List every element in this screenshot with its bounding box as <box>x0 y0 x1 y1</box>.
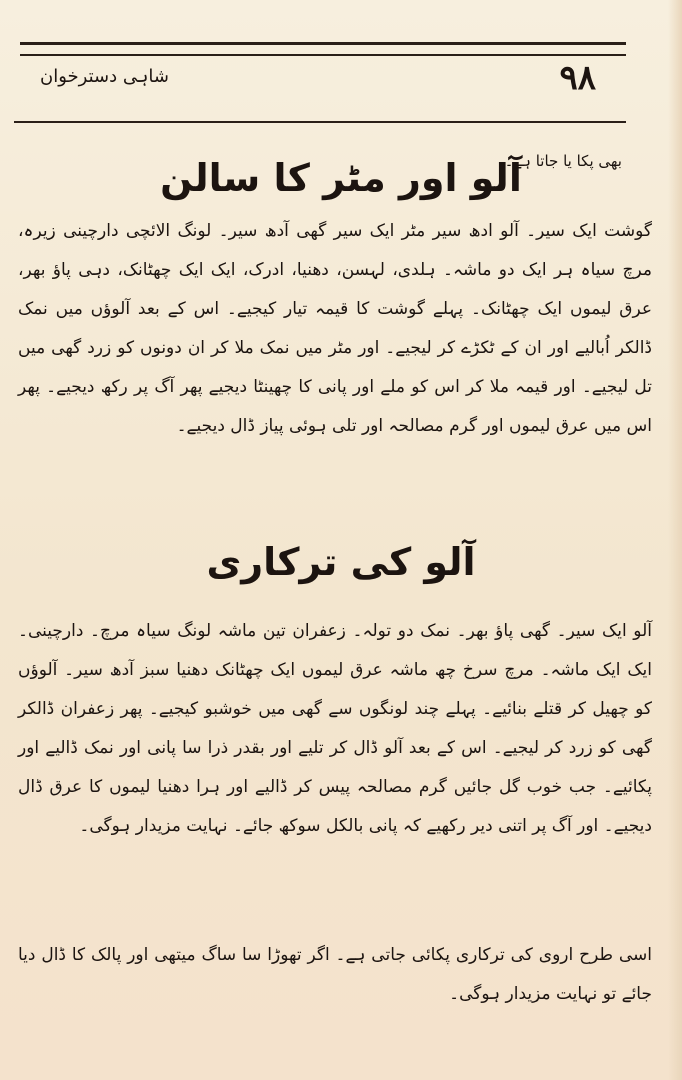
top-rule-thin <box>20 54 626 56</box>
continuation-note: بھی پکا یا جاتا ہے۔ <box>504 152 622 170</box>
recipe-title-aloo-matar: آلو اور مٹر کا سالن <box>160 156 522 200</box>
recipe-body-aloo-tarkari: آلو ایک سیر۔ گھی پاؤ بھر۔ نمک دو تولہ۔ زعفران تین ماشہ لونگ سیاہ مرچ۔ دارچینی۔ ایک ایک ماشہ۔ مرچ سرخ چھ ماشہ عرق لیموں ایک چھٹانک دھنیا سبز آدھ سیر۔ آلوؤں کو چھیل کر قتلے بنائیے۔ پہلے چند لونگوں سے گھی میں خوشبو کیجیے۔ پھر زعفران ڈالکر گھی کو زرد کر لیجیے۔ اس کے بعد آلو ڈال کر تلیے اور بقدر ذرا سا پانی اور نمک ڈالیے اور پکائیے۔ جب خوب گل جائیں گرم مصالحہ پیس کر ڈالیے اور ہرا دھنیا لیموں کا عرق ڈال دیجیے۔ اور آگ پر اتنی دیر رکھیے کہ پانی بالکل سوکھ جائے۔ نہایت مزیدار ہوگی۔ <box>18 621 652 836</box>
recipe-note-arvi: اسی طرح اروی کی ترکاری پکائی جاتی ہے۔ اگر تھوڑا سا ساگ میتھی اور پالک کا ڈال دیا جائے تو نہایت مزیدار ہوگی۔ <box>18 945 652 1004</box>
recipe-body-aloo-matar: گوشت ایک سیر۔ آلو ادھ سیر مٹر ایک سیر گھی آدھ سیر۔ لونگ الائچی دارچینی زیرہ، مرچ سیاہ ہر ایک دو ماشہ۔ ہلدی، لہسن، دھنیا، ادرک، ایک ایک چھٹانک، دہی پاؤ بھر، عرق لیموں ایک چھٹانک۔ پہلے گوشت کا قیمہ تیار کیجیے۔ اس کے بعد آلوؤں میں نمک ڈالکر اُبالیے اور ان کے ٹکڑے کر لیجیے۔ اور مٹر میں نمک ملا کر ان دونوں کو زرد گھی میں تل لیجیے۔ اور قیمہ ملا کر اس کو ملے اور پانی کا چھینٹا دیجیے پھر آگ پر رکھ دیجیے۔ پھر اس میں عرق لیموں اور گرم مصالحہ اور تلی ہوئی پیاز ڈال دیجیے۔ <box>18 221 652 436</box>
page-number: ۹۸ <box>559 58 596 98</box>
top-rule <box>20 42 626 45</box>
running-title: شاہی دسترخوان <box>40 66 169 87</box>
recipe-title-aloo-tarkari: آلو کی ترکاری <box>206 540 476 584</box>
header-divider <box>14 121 626 123</box>
